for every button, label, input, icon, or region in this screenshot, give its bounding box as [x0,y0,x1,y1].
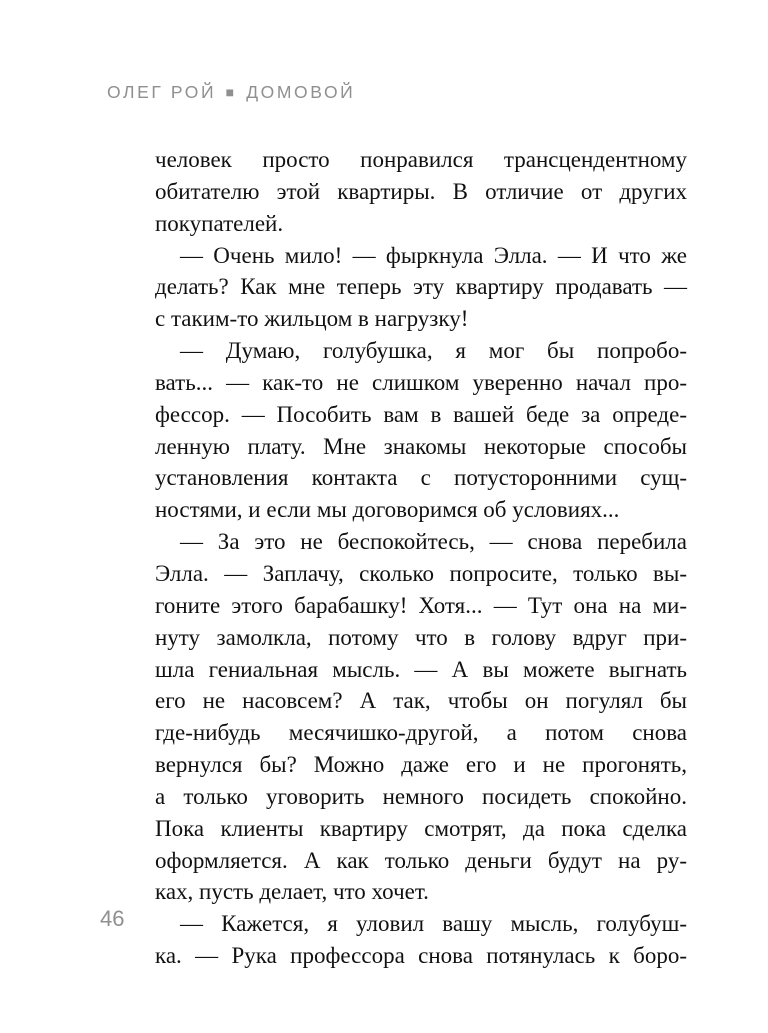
text-line: ленную плату. Мне знакомы некоторые способы [155,433,687,459]
text-line: — Очень мило! — фыркнула Элла. — И что же [180,242,687,268]
text-line: ках, пусть делает, что хочет. [155,879,429,905]
text-line: — Кажется, я уловил вашу мысль, голубуш- [180,911,687,937]
running-head-author: ОЛЕГ РОЙ [107,82,217,102]
text-line: человек просто понравился трансцендентному [155,147,687,172]
text-line: фессор. — Пособить вам в вашей беде за опреде- [155,401,687,427]
text-line: ностями, и если мы договоримся об условиях... [155,497,620,523]
text-line: установления контакта с потусторонними сущ- [155,465,687,491]
text-line: вать... — как-то не слишком уверенно начал про- [155,369,687,395]
running-head-title: ДОМОВОЙ [246,82,356,102]
text-line: гоните этого барабашку! Хотя... — Тут она на ми- [155,592,687,618]
text-line: вернулся бы? Можно даже его и не прогонять, [155,752,687,778]
running-head-separator: ■ [225,84,237,100]
text-line: — За это не беспокойтесь, — снова перебила [180,529,687,555]
text-line: покупателей. [155,210,284,236]
text-line: шла гениальная мысль. — А вы можете выгнать [155,656,687,682]
text-line: а только уговорить немного посидеть спокойно. [155,783,687,809]
text-line: обитателю этой квартиры. В отличие от других [155,178,687,204]
text-line: нуту замолкла, потому что в голову вдруг при- [155,624,687,650]
text-line: где-нибудь месячишко-другой, а потом снова [155,720,687,746]
text-line: оформляется. А как только деньги будут на ру- [155,847,687,873]
text-line: Элла. — Заплачу, сколько попросите, только вы- [155,560,687,586]
text-line: Пока клиенты квартиру смотрят, да пока сделка [155,815,687,841]
text-line: ка. — Рука профессора снова потянулась к боро- [155,943,687,969]
page-number: 46 [100,906,125,931]
body-text [155,144,687,972]
text-line: — Думаю, голубушка, я мог бы попробо- [180,338,687,364]
text-line: его не насовсем? А так, чтобы он погулял бы [155,688,687,714]
text-line: с таким-то жильцом в нагрузку! [155,306,469,332]
running-head [107,82,355,103]
text-line: делать? Как мне теперь эту квартиру продавать — [155,274,687,300]
